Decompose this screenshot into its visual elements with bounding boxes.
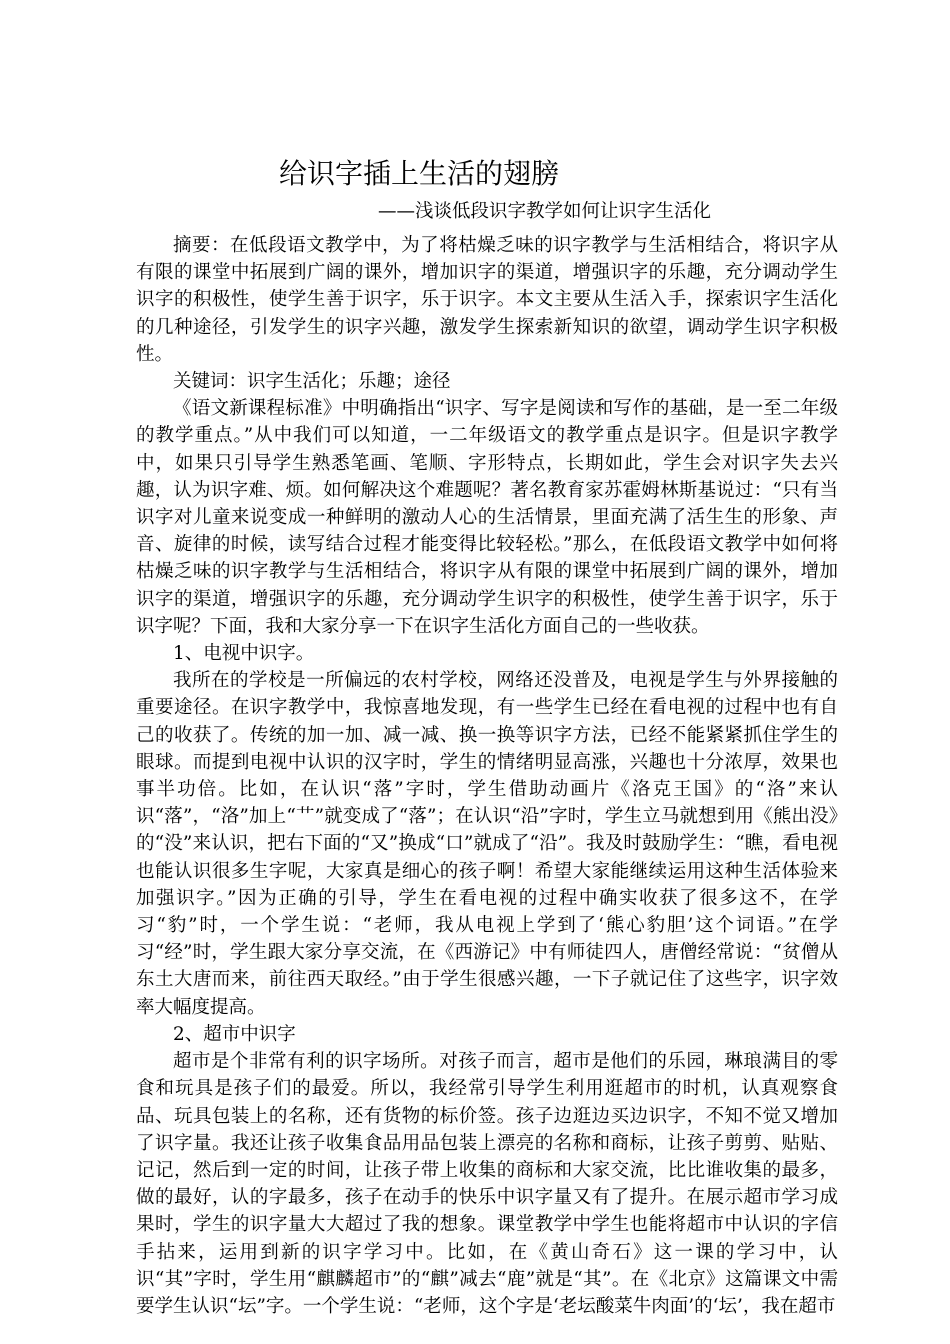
section-2-heading: 2、超市中识字 [173,1023,296,1045]
keywords-paragraph: 关键词：识字生活化；乐趣；途径 [173,371,451,393]
section-2-paragraph: 超市是个非常有利的识字场所。对孩子而言，超市是他们的乐园，琳琅满目的零食和玩具是孩子们的最爱。所以，我经常引导学生利用逛超市的时机，认真观察食品、玩具包装上的名称，还有货物的标价签。孩子边逛边买边识字，不知不觉又增加了识字量。我还让孩子收集食品用品包装上漂亮的名称和商标，让孩子剪剪、贴贴、记记，然后到一定的时间，让孩子带上收集的商标和大家交流，比比谁收集的最多，做的最好，认的字最多，孩子在动手的快乐中识字量又有了提升。在展示超市学习成果时，学生的识字量大大超过了我的想象。课堂教学中学生也能将超市中认识的字信手拈来，运用到新的识字学习中。比如，在《黄山奇石》这一课的学习中，认识“其”字时，学生用“麒麟超市”的“麒”减去“鹿”就是“其”。在《北京》这篇课文中需要学生认识“坛”字。一个学生说：“老师，这个字是‘老坛酸菜牛肉面’的‘坛’，我在超市 [136,1051,838,1317]
document-title: 给识字插上生活的翅膀 [279,157,560,190]
intro-paragraph: 《语文新课程标准》中明确指出“识字、写字是阅读和写作的基础，是一至二年级的教学重点。”从中我们可以知道，一二年级语文的教学重点是识字。但是识字教学中，如果只引导学生熟悉笔画、笔顺、字形特点，长期如此，学生会对识字失去兴趣，认为识字难、烦。如何解决这个难题呢？著名教育家苏霍姆林斯基说过：“只有当识字对儿童来说变成一种鲜明的激动人心的生活情景，里面充满了活生生的形象、声音、旋律的时候，读写结合过程才能变得比较轻松。”那么，在低段语文教学中如何将枯燥乏味的识字教学与生活相结合，将识字从有限的课堂中拓展到广阔的课外，增加识字的渠道，增强识字的乐趣，充分调动学生识字的积极性，使学生善于识字，乐于识字呢？下面，我和大家分享一下在识字生活化方面自己的一些收获。 [136,398,838,637]
abstract-paragraph: 摘要：在低段语文教学中，为了将枯燥乏味的识字教学与生活相结合，将识字从有限的课堂中拓展到广阔的课外，增加识字的渠道，增强识字的乐趣，充分调动学生识字的积极性，使学生善于识字，乐于识字。本文主要从生活入手，探索识字生活化的几种途径，引发学生的识字兴趣，激发学生探索新知识的欲望，调动学生识字积极性。 [136,235,838,365]
section-1-heading: 1、电视中识字。 [173,643,315,665]
section-1-paragraph: 我所在的学校是一所偏远的农村学校，网络还没普及，电视是学生与外界接触的重要途径。在识字教学中，我惊喜地发现，有一些学生已经在看电视的过程中也有自己的收获了。传统的加一加、减一减、换一换等识字方法，已经不能紧紧抓住学生的眼球。而提到电视中认识的汉字时，学生的情绪明显高涨，兴趣也十分浓厚，效果也事半功倍。比如，在认识“落”字时，学生借助动画片《洛克王国》的“洛”来认识“落”，“洛”加上“艹”就变成了“落”；在认识“沿”字时，学生立马就想到用《熊出没》的“没”来认识，把右下面的“又”换成“口”就成了“沿”。我及时鼓励学生：“瞧，看电视也能认识很多生字呢，大家真是细心的孩子啊！希望大家能继续运用这种生活体验来加强识字。”因为正确的引导，学生在看电视的过程中确实收获了很多这不，在学习“豹”时，一个学生说：“老师，我从电视上学到了‘熊心豹胆’这个词语。”在学习“经”时，学生跟大家分享交流，在《西游记》中有师徒四人，唐僧经常说：“贫僧从东土大唐而来，前往西天取经。”由于学生很感兴趣，一下子就记住了这些字，识字效率大幅度提高。 [136,670,838,1018]
document-subtitle: ——浅谈低段识字教学如何让识字生活化 [378,201,712,222]
document-body [136,232,838,1320]
